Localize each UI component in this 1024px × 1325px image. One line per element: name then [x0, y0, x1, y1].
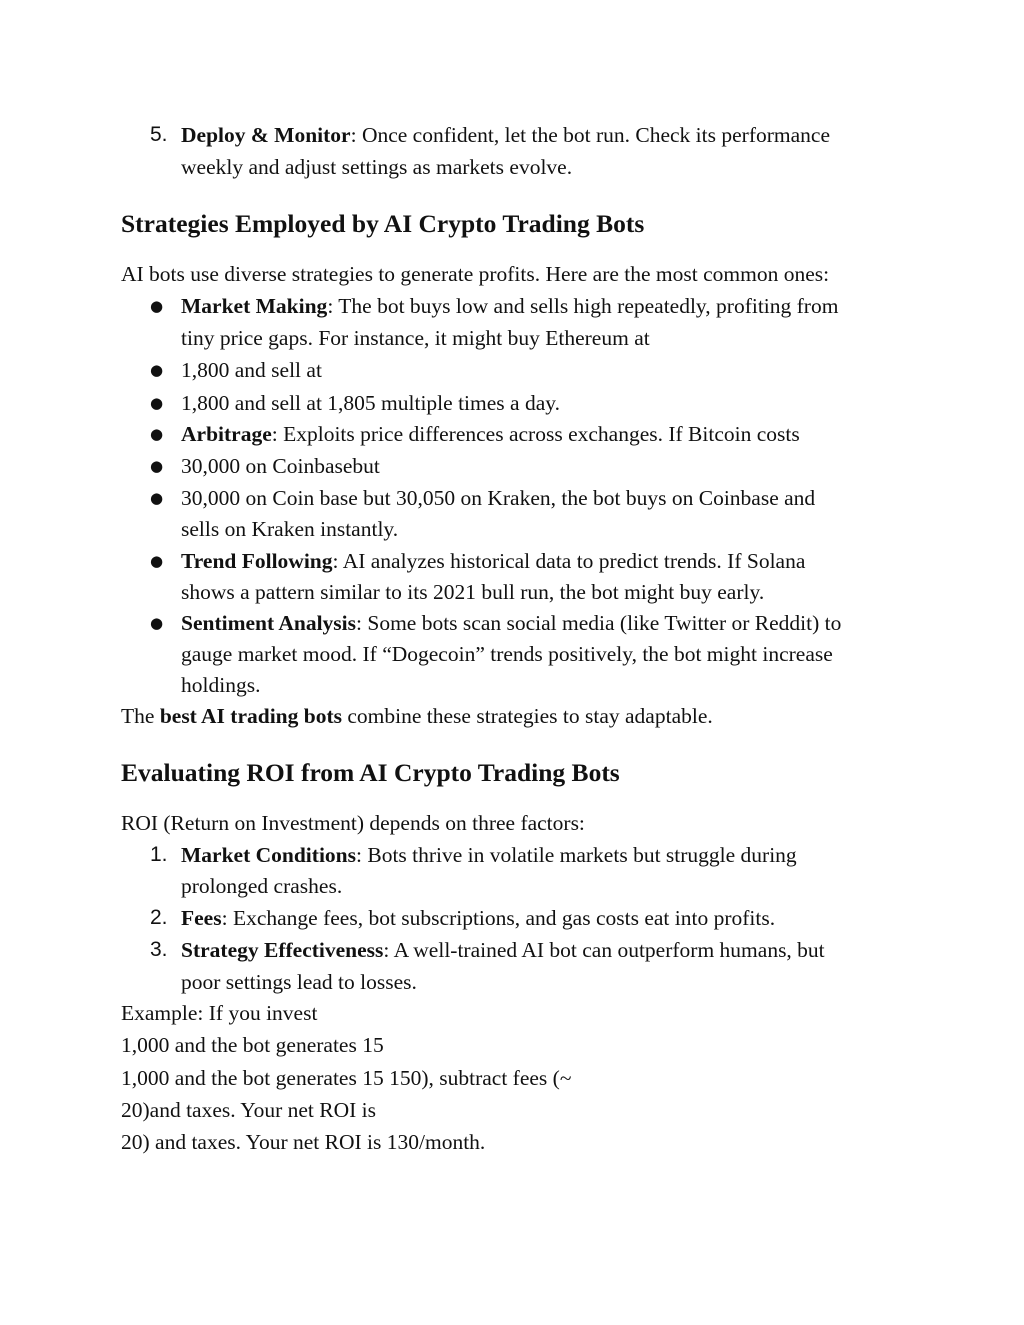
list-number: 1. — [150, 843, 168, 866]
closing-text: The — [121, 704, 160, 728]
list-item-text: : Exchange fees, bot subscriptions, and gas costs eat into profits. — [221, 906, 776, 930]
list-item-text: : Exploits price differences across exchanges. If Bitcoin costs — [271, 422, 800, 446]
list-item-sentiment-analysis — [181, 610, 841, 636]
list-item-text: : A well-trained AI bot can outperform humans, but — [383, 938, 825, 962]
section-heading-roi: Evaluating ROI from AI Crypto Trading Bots — [121, 758, 620, 787]
list-item-title: Market Conditions — [181, 843, 356, 867]
list-item-market-making — [181, 293, 838, 319]
list-item-title: Strategy Effectiveness — [181, 938, 384, 962]
list-item: 30,000 on Coinbasebut — [181, 454, 380, 478]
list-item-continuation: shows a pattern similar to its 2021 bull run, the bot might buy early. — [181, 580, 765, 604]
list-item: 30,000 on Coin base but 30,050 on Kraken, the bot buys on Coinbase and — [181, 486, 816, 510]
list-item-fees — [181, 905, 775, 931]
bullet-icon: ● — [150, 297, 164, 315]
example-line: 1,000 and the bot generates 15 — [121, 1033, 384, 1057]
list-item-text: : Bots thrive in volatile markets but struggle during — [356, 843, 797, 867]
list-number: 3. — [150, 938, 168, 961]
list-item-text: : Some bots scan social media (like Twitter or Reddit) to — [356, 611, 842, 635]
list-item-title: Arbitrage — [181, 422, 272, 446]
list-item-continuation: holdings. — [181, 673, 261, 697]
list-item-continuation: gauge market mood. If “Dogecoin” trends positively, the bot might increase — [181, 642, 833, 666]
list-item-title: Fees — [181, 906, 222, 930]
bullet-icon: ● — [150, 489, 164, 507]
list-item-text: : The bot buys low and sells high repeatedly, profiting from — [327, 294, 839, 318]
list-item-text: : Once confident, let the bot run. Check its performance — [350, 123, 830, 147]
bullet-icon: ● — [150, 614, 164, 632]
list-item-title: Sentiment Analysis — [181, 611, 357, 635]
list-number: 5. — [150, 123, 168, 146]
bullet-icon: ● — [150, 457, 164, 475]
list-item: 1,800 and sell at — [181, 358, 322, 382]
bullet-icon: ● — [150, 361, 164, 379]
bullet-icon: ● — [150, 552, 164, 570]
list-item-market-conditions — [181, 842, 797, 868]
bullet-icon: ● — [150, 394, 164, 412]
paragraph-closing — [121, 703, 713, 729]
list-item-text: : AI analyzes historical data to predict trends. If Solana — [332, 549, 806, 573]
section-heading-strategies: Strategies Employed by AI Crypto Trading Bots — [121, 209, 645, 238]
list-item-continuation: poor settings lead to losses. — [181, 970, 417, 994]
example-line: 1,000 and the bot generates 15 150), subtract fees (~ — [121, 1066, 572, 1090]
list-number: 2. — [150, 906, 168, 929]
closing-bold-text: best AI trading bots — [159, 704, 342, 728]
closing-text: combine these strategies to stay adaptable. — [342, 704, 713, 728]
list-item-trend-following — [181, 548, 805, 574]
list-item-continuation: weekly and adjust settings as markets evolve. — [181, 155, 573, 179]
paragraph-intro: AI bots use diverse strategies to generate profits. Here are the most common ones: — [121, 262, 830, 286]
example-line: 20) and taxes. Your net ROI is 130/month. — [121, 1130, 486, 1154]
list-item: 1,800 and sell at 1,805 multiple times a day. — [181, 391, 560, 415]
list-item-arbitrage — [181, 421, 800, 447]
list-item-title: Market Making — [181, 294, 328, 318]
bullet-icon: ● — [150, 425, 164, 443]
example-line: 20)and taxes. Your net ROI is — [121, 1098, 376, 1122]
paragraph-roi-intro: ROI (Return on Investment) depends on three factors: — [121, 811, 585, 835]
list-item-deploy-monitor — [181, 122, 830, 148]
list-item-continuation: prolonged crashes. — [181, 874, 343, 898]
list-item-continuation: sells on Kraken instantly. — [181, 517, 399, 541]
list-item-continuation: tiny price gaps. For instance, it might buy Ethereum at — [181, 326, 650, 350]
list-item-title: Trend Following — [181, 549, 333, 573]
example-line: Example: If you invest — [121, 1001, 318, 1025]
list-item-title: Deploy & Monitor — [181, 123, 351, 147]
list-item-strategy-effectiveness — [181, 937, 825, 963]
